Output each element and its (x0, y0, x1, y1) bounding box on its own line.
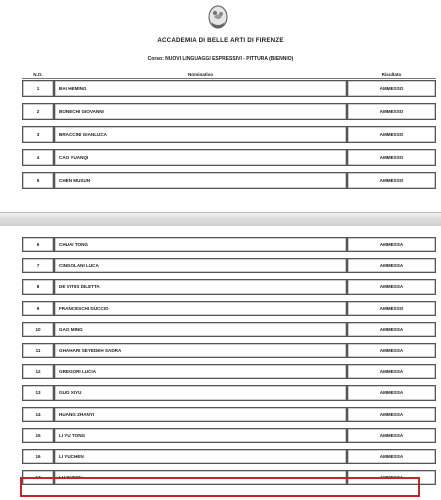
row-result: AMMESSA (347, 364, 436, 379)
row-number: 10 (22, 322, 54, 337)
row-name: CHUAI TONG (54, 237, 347, 252)
row-name: LU SHIYIN (54, 470, 347, 485)
row-result: AMMESSA (347, 470, 436, 485)
table-row (22, 449, 436, 464)
row-name: CINGOLANI LUCA (54, 258, 347, 273)
table-row (22, 80, 436, 97)
row-result: AMMESSA (347, 449, 436, 464)
row-name: GREGORI LUCIA (54, 364, 347, 379)
row-number: 3 (22, 126, 54, 143)
row-result: AMMESSO (347, 103, 436, 120)
row-result: AMMESSA (347, 279, 436, 294)
table-row (22, 343, 436, 358)
row-name: BRACCINI GIANLUCA (54, 126, 347, 143)
row-name: BONECHI GIOVANNI (54, 103, 347, 120)
row-number: 5 (22, 172, 54, 189)
row-name: LI YUCHEN (54, 449, 347, 464)
row-number: 17 (22, 470, 54, 485)
row-name: GUO XIYU (54, 385, 347, 400)
row-name: LI YU TONG (54, 428, 347, 443)
row-result: AMMESSO (347, 80, 436, 97)
row-result: AMMESSA (347, 258, 436, 273)
column-header-name: Nominativo (54, 70, 347, 78)
table-row (22, 258, 436, 273)
table-row (22, 364, 436, 379)
row-number: 8 (22, 279, 54, 294)
row-number: 2 (22, 103, 54, 120)
course-title: Corso: NUOVI LINGUAGGI ESPRESSIVI - PITTURA (BIENNIO) (147, 56, 294, 62)
column-header-result: Risultato (347, 70, 436, 78)
row-number: 4 (22, 149, 54, 166)
row-name: CAO YUANQI (54, 149, 347, 166)
row-number: 1 (22, 80, 54, 97)
row-result: AMMESSA (347, 322, 436, 337)
row-name: GHAHARI SEYEDEH SADRA (54, 343, 347, 358)
row-result: AMMESSA (347, 407, 436, 422)
row-result: AMMESSO (347, 149, 436, 166)
row-result: AMMESSA (347, 428, 436, 443)
column-header-number: N.O. (22, 70, 54, 78)
row-name: CHEN MUXUN (54, 172, 347, 189)
row-name: HUANG ZHANYI (54, 407, 347, 422)
row-result: AMMESSO (347, 172, 436, 189)
row-result: AMMESSA (347, 343, 436, 358)
row-name: BAI HEMING (54, 80, 347, 97)
row-result: AMMESSO (347, 126, 436, 143)
table-row (22, 126, 436, 143)
document-page-1 (0, 0, 441, 212)
row-number: 16 (22, 449, 54, 464)
institution-title: ACCADEMIA DI BELLE ARTI DI FIRENZE (157, 37, 284, 44)
document-page-2 (0, 226, 441, 500)
table-header (22, 70, 436, 79)
table-row (22, 237, 436, 252)
row-result: AMMESSA (347, 385, 436, 400)
page-separator (0, 212, 441, 227)
row-number: 12 (22, 364, 54, 379)
row-number: 6 (22, 237, 54, 252)
row-name: DE VITIIS DILETTA (54, 279, 347, 294)
table-row (22, 279, 436, 294)
row-number: 11 (22, 343, 54, 358)
side-watermark (1, 395, 9, 495)
row-number: 7 (22, 258, 54, 273)
table-row (22, 103, 436, 120)
academy-crest-icon (206, 4, 230, 32)
row-number: 9 (22, 301, 54, 316)
table-row (22, 172, 436, 189)
table-row (22, 149, 436, 166)
row-name: FRANCESCHI DUCCIO (54, 301, 347, 316)
highlight-box (20, 477, 420, 497)
table-row (22, 322, 436, 337)
row-result: AMMESSA (347, 237, 436, 252)
row-number: 15 (22, 428, 54, 443)
row-name: GAO MING (54, 322, 347, 337)
table-row (22, 428, 436, 443)
table-row (22, 407, 436, 422)
table-row (22, 385, 436, 400)
row-number: 14 (22, 407, 54, 422)
table-row (22, 301, 436, 316)
row-number: 13 (22, 385, 54, 400)
row-result: AMMESSO (347, 301, 436, 316)
